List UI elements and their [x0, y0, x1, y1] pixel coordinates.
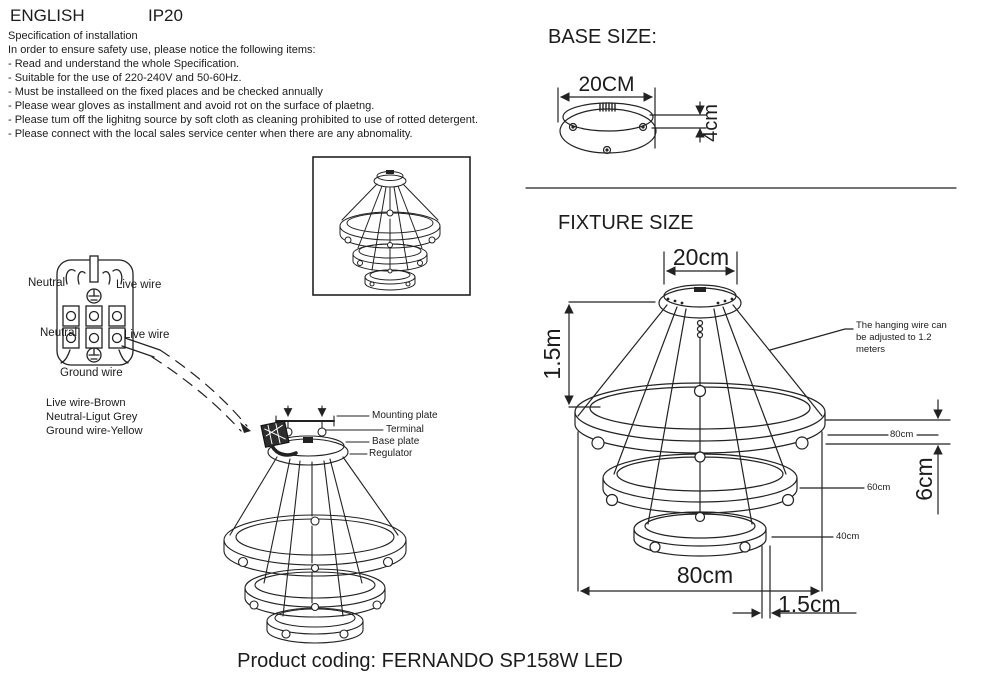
mounting-assembly-drawing	[261, 406, 383, 465]
fixture-size-title: FIXTURE SIZE	[558, 212, 694, 234]
ring-label-80cm: 80cm	[890, 429, 914, 440]
installation-chandelier-drawing	[224, 457, 406, 643]
hanging-wire-note	[856, 320, 947, 356]
connection-dashed-arc	[152, 350, 247, 431]
spec-line: - Please connect with the local sales service center when there are any abnomality.	[8, 128, 413, 140]
spec-line: - Suitable for the use of 220-240V and 50-60Hz.	[8, 72, 242, 84]
base-height-dimension: 4cm	[699, 104, 722, 142]
note-line: The hanging wire can	[856, 320, 947, 331]
assembly-label-mounting-plate: Mounting plate	[372, 410, 438, 421]
spec-line: Specification of installation	[8, 30, 138, 42]
ring-label-60cm: 60cm	[867, 482, 891, 493]
wire-color-neutral: Neutral-Ligut Grey	[46, 411, 138, 423]
thumbnail-drawing	[313, 157, 470, 295]
spec-line: - Please wear gloves as installment and avoid rot on the surface of plaetng.	[8, 100, 375, 112]
base-plate-drawing	[558, 88, 706, 154]
note-line: meters	[856, 344, 886, 355]
arc-arrowhead	[240, 422, 251, 433]
wire-color-live: Live wire-Brown	[46, 397, 126, 409]
wiring-label-live-top: Live wire	[116, 279, 162, 291]
note-line: be adjusted to 1.2	[856, 332, 932, 343]
wiring-connector-drawing	[57, 256, 160, 365]
wire-color-key	[46, 396, 143, 438]
base-width-dimension: 20CM	[578, 73, 635, 96]
assembly-label-base-plate: Base plate	[372, 436, 420, 447]
spec-line: - Must be installeed on the fixed places and be checked annually	[8, 86, 323, 98]
drop-length-dimension: 1.5m	[538, 328, 565, 380]
overall-width-dimension: 80cm	[676, 562, 734, 588]
ring-height-dimension: 6cm	[910, 457, 937, 501]
tube-width-dimension: 1.5cm	[778, 591, 841, 617]
spec-line: - Please tum off the lighitng source by soft cloth as cleaning prohibited to use of rotted detergent.	[8, 114, 479, 126]
spec-line: In order to ensure safety use, please notice the following items:	[8, 44, 316, 56]
base-size-title: BASE SIZE:	[548, 26, 657, 48]
wiring-label-live-bottom: Live wire	[124, 329, 170, 341]
wire-color-ground: Ground wire-Yellow	[46, 425, 143, 437]
assembly-label-terminal: Terminal	[386, 424, 424, 435]
product-coding: Product coding: FERNANDO SP158W LED	[237, 650, 623, 672]
canopy-width-dimension: 20cm	[672, 244, 730, 270]
ip-rating-label: IP20	[148, 6, 183, 25]
wiring-label-neutral-top: Neutral	[28, 277, 66, 289]
wiring-label-neutral-bottom: Neutral	[40, 327, 78, 339]
ring-label-40cm: 40cm	[836, 531, 860, 542]
specification-text	[8, 29, 528, 141]
assembly-label-regulator: Regulator	[369, 448, 413, 459]
spec-line: - Read and understand the whole Specification.	[8, 58, 240, 70]
wiring-label-ground: Ground wire	[60, 367, 123, 379]
language-label: ENGLISH	[10, 6, 85, 25]
